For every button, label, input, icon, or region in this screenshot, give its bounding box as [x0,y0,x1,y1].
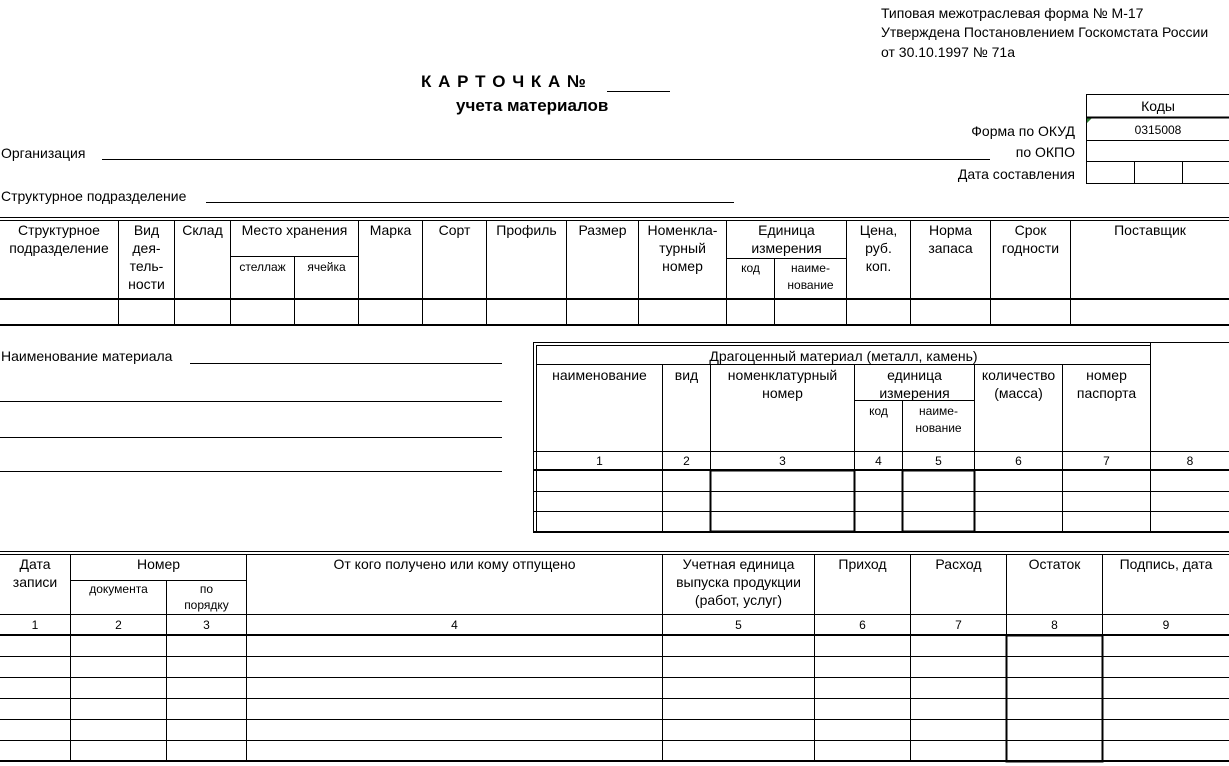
t2-item-number-header: номенклатурный номер [727,367,838,401]
material-name-label: Наименование материала [1,348,173,364]
t2-passport-number-header: номер паспорта [1076,367,1137,401]
t3-document-header: документа [89,582,148,596]
t3-number-header: Номер [136,556,181,572]
t2-unit-header: единица измерения [879,367,950,401]
organization-label: Организация [1,145,86,161]
t1-storage-place-header: Место хранения [241,222,348,238]
t1-item-number-header: Номенкла- турный номер [647,222,718,274]
t3-signature-date-header: Подпись, дата [1119,556,1213,572]
t3-col-num-3: 3 [203,618,210,632]
t1-warehouse-header: Склад [182,222,223,238]
t2-data-rows[interactable] [537,471,1229,531]
card-title: К А Р Т О Ч К А № [421,72,587,91]
t1-brand-header: Марка [369,222,412,238]
t2-col-num-4: 4 [875,454,882,468]
t3-balance-header: Остаток [1028,556,1081,572]
t1-unit-name-header: наиме- нование [787,261,834,292]
t1-supplier-header: Поставщик [1114,222,1186,238]
t3-col-num-5: 5 [735,618,742,632]
t3-col-num-2: 2 [115,618,122,632]
t3-receipt-header: Приход [838,556,887,572]
t3-expense-header: Расход [935,556,982,572]
t3-counterparty-header: От кого получено или кому отпущено [333,556,576,572]
t1-unit-header: Единица измерения [751,222,822,256]
t1-cell-header: ячейка [307,260,346,274]
t1-activity-type-header: Вид дея- тель- ности [128,222,165,292]
okpo-label: по ОКПО [1015,144,1075,160]
approval-note: Утверждена Постановлением Госкомстата России [881,24,1209,40]
t1-stock-norm-header: Норма запаса [928,222,973,256]
t3-data-rows[interactable] [0,636,1229,760]
form-type-note: Типовая межотраслевая форма № М-17 [881,5,1144,21]
date-label: Дата составления [957,166,1075,182]
t2-name-header: наименование [552,367,647,383]
t2-col-num-2: 2 [683,454,690,468]
t3-col-num-6: 6 [859,618,866,632]
t3-entry-date-header: Дата записи [12,556,58,590]
t1-unit-code-header: код [741,261,760,275]
t1-data-row[interactable] [0,300,1229,324]
card-subtitle: учета материалов [456,96,609,115]
codes-header: Коды [1141,98,1175,114]
t3-accounting-unit-header: Учетная единица выпуска продукции (работ, услуг) [676,556,801,608]
t2-col-num-1: 1 [596,454,603,468]
t2-type-header: вид [674,367,699,383]
t1-grade-header: Сорт [438,222,471,238]
okud-value: 0315008 [1134,123,1182,137]
t3-col-num-9: 9 [1162,618,1170,632]
t2-precious-material-header: Драгоценный материал (металл, камень) [709,348,978,364]
t3-col-num-8: 8 [1051,618,1058,632]
t2-col-num-7: 7 [1103,454,1110,468]
t2-col-num-5: 5 [935,454,942,468]
approval-date-note: от 30.10.1997 № 71а [881,44,1016,60]
t1-rack-header: стеллаж [239,260,286,274]
t1-structural-subdivision-header: Структурное подразделение [9,222,109,256]
t1-profile-header: Профиль [496,222,557,238]
okud-label: Форма по ОКУД [971,123,1075,139]
t3-col-num-4: 4 [451,618,458,632]
t2-col-num-3: 3 [779,454,786,468]
t2-unit-name-header: наиме- нование [915,404,962,435]
t2-col-num-6: 6 [1015,454,1022,468]
t1-shelf-life-header: Срок годности [1001,222,1060,256]
t1-price-header: Цена, руб. коп. [859,222,898,274]
t3-col-num-7: 7 [955,618,962,632]
t2-unit-code-header: код [869,404,888,418]
t2-quantity-header: количество (масса) [981,367,1056,401]
t3-sequence-header: по порядку [184,582,229,612]
t3-col-num-1: 1 [31,618,39,632]
t1-size-header: Размер [578,222,627,238]
subdivision-label: Структурное подразделение [1,188,187,204]
t2-col-num-8: 8 [1186,454,1194,468]
